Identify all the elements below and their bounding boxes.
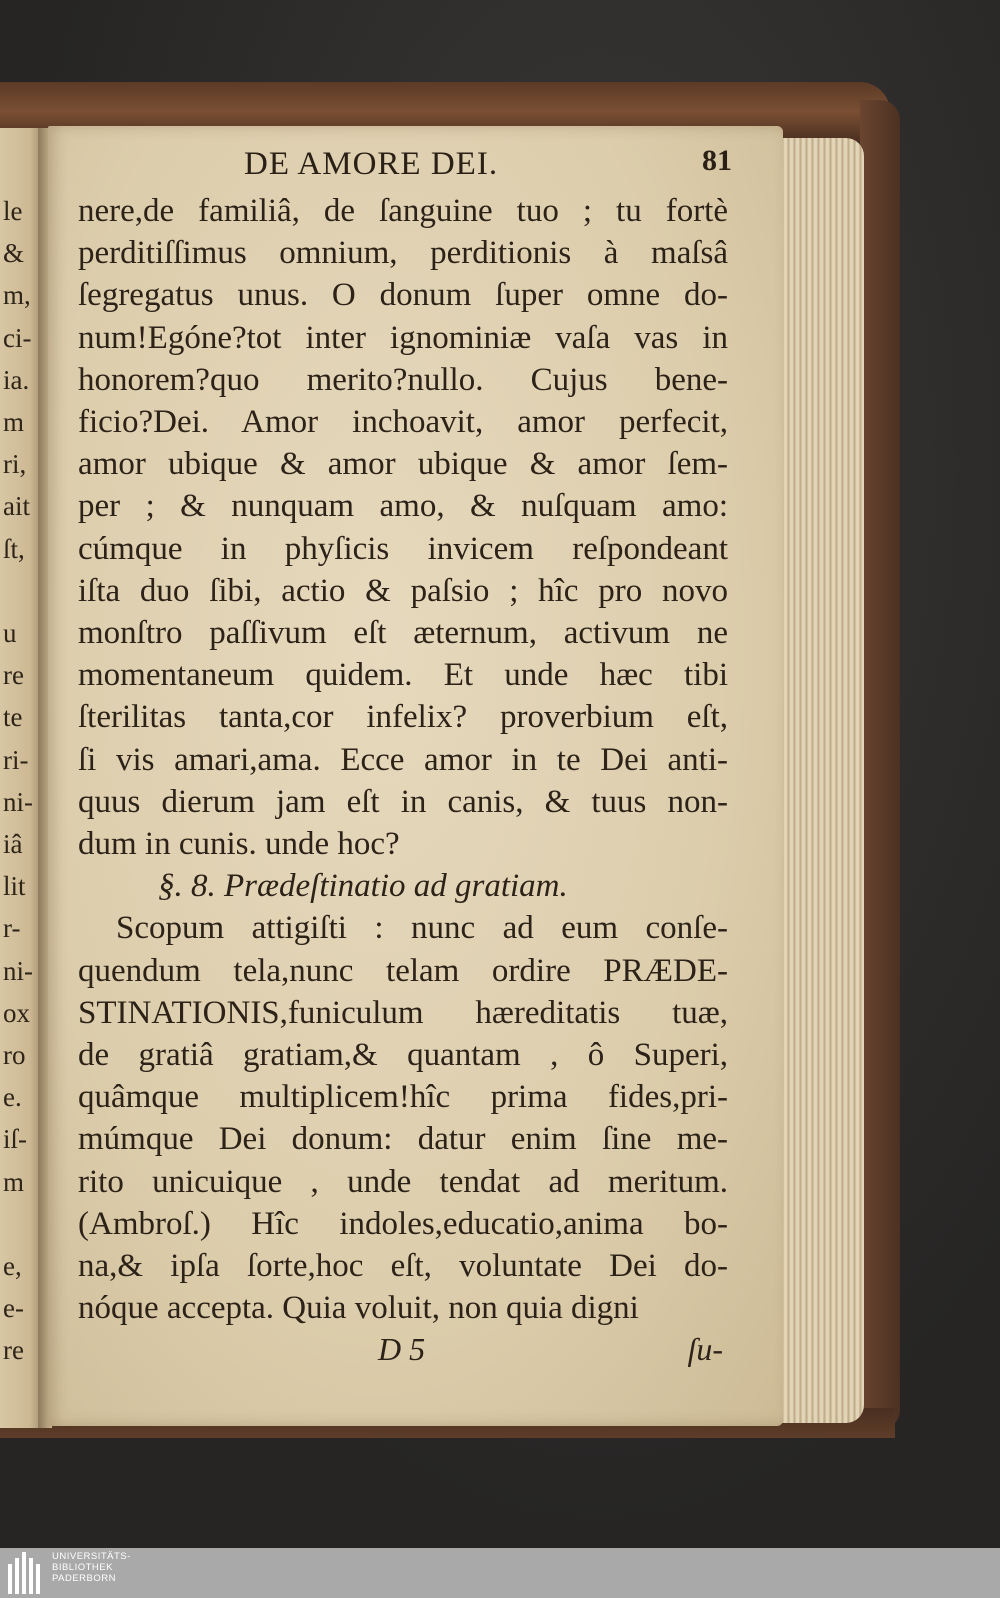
text-line: monſtro paſſivum eſt æternum, activum ne <box>78 615 728 652</box>
left-page-line: re <box>3 660 24 691</box>
left-page-line: iſ- <box>3 1124 27 1155</box>
book-cover-right-edge <box>860 100 900 1430</box>
text-line: STINATIONIS,funiculum hæreditatis tuæ, <box>78 994 728 1031</box>
left-page <box>0 128 42 1428</box>
library-name-line: BIBLIOTHEK <box>52 1562 113 1573</box>
running-head: DE AMORE DEI. <box>244 146 499 182</box>
text-line: iſta duo ſibi, actio & paſsio ; hîc pro novo <box>78 572 728 609</box>
left-page-line: u <box>3 618 17 649</box>
text-line: ſi vis amari,ama. Ecce amor in te Dei anti- <box>78 741 728 778</box>
left-page-line: m, <box>3 280 31 311</box>
left-page-line: m <box>3 407 25 438</box>
left-page-line: le <box>3 196 23 226</box>
library-name-line: PADERBORN <box>52 1573 116 1584</box>
library-logo-icon <box>8 1552 48 1594</box>
text-line: momentaneum quidem. Et unde hæc tibi <box>78 657 728 694</box>
left-page-line: iâ <box>3 829 23 860</box>
text-line: dum in cunis. unde hoc? <box>78 826 400 863</box>
text-line: (Ambroſ.) Hîc indoles,educatio,anima bo- <box>78 1205 728 1242</box>
page-number: 81 <box>702 144 732 177</box>
text-line: Scopum attigiſti : nunc ad eum conſe- <box>116 910 728 947</box>
text-line: na,& ipſa ſorte,hoc eſt, voluntate Dei do- <box>78 1248 728 1285</box>
section-heading: §. 8. Prædeſtinatio ad gratiam. <box>158 868 568 905</box>
left-page-line: te <box>3 702 23 733</box>
left-page-line: ſt, <box>3 533 25 564</box>
left-page-line: ri, <box>3 449 27 480</box>
left-page-line: r- <box>3 913 21 944</box>
text-line: rito unicuique , unde tendat ad meritum. <box>78 1163 728 1200</box>
left-page-line: e. <box>3 1082 22 1113</box>
right-page <box>48 126 783 1426</box>
text-line: amor ubique & amor ubique & amor ſem- <box>78 446 728 483</box>
text-line: ficio?Dei. Amor inchoavit, amor perfecit, <box>78 404 728 441</box>
catchword: ſu- <box>687 1331 723 1367</box>
text-line: perditiſſimus omnium, perditionis à maſsâ <box>78 235 728 272</box>
left-page-line: ni- <box>3 955 33 986</box>
left-page-line: ni- <box>3 786 33 817</box>
text-line: honorem?quo merito?nullo. Cujus bene- <box>78 361 728 398</box>
body-text <box>78 190 728 1329</box>
text-line: quus dierum jam eſt in canis, & tuus non- <box>78 783 728 820</box>
signature-mark: D 5 <box>378 1331 426 1367</box>
text-line: cúmque in phyſicis invicem reſpondeant <box>78 530 728 567</box>
text-line: nóque accepta. Quia voluit, non quia digni <box>78 1290 639 1327</box>
left-page-line: ox <box>3 997 30 1028</box>
left-page-line <box>0 1203 33 1245</box>
left-page-line: e, <box>3 1251 22 1282</box>
text-line: quendum tela,nunc telam ordire PRÆDE- <box>78 952 728 989</box>
text-line: de gratiâ gratiam,& quantam , ô Superi, <box>78 1037 728 1074</box>
left-page-line: ci- <box>3 322 32 353</box>
left-page-line: ri- <box>3 744 29 775</box>
left-page-line: re <box>3 1335 24 1366</box>
left-page-line: ait <box>3 491 30 522</box>
text-line: num!Egóne?tot inter ignominiæ vaſa vas in <box>78 319 728 356</box>
left-page-line: lit <box>3 871 26 902</box>
left-page-line: ro <box>3 1040 26 1071</box>
text-line: per ; & nunquam amo, & nuſquam amo: <box>78 488 728 525</box>
library-name <box>52 1551 131 1584</box>
text-line: múmque Dei donum: datur enim ſine me- <box>78 1121 728 1158</box>
page-edges <box>772 138 864 1423</box>
left-page-line: & <box>3 238 25 269</box>
text-line: ſterilitas tanta,cor infelix? proverbium eſt, <box>78 699 728 736</box>
text-line: ſegregatus unus. O donum ſuper omne do- <box>78 277 728 314</box>
text-line: quâmque multiplicem!hîc prima fides,pri- <box>78 1079 728 1116</box>
left-page-line: ia. <box>3 364 30 395</box>
library-footer <box>0 1548 1000 1598</box>
library-name-line: UNIVERSITÄTS- <box>52 1551 131 1562</box>
left-page-line: e- <box>3 1293 24 1324</box>
left-page-line <box>0 570 33 612</box>
left-page-text <box>0 190 33 1372</box>
catch-line <box>78 1331 728 1373</box>
left-page-line: m <box>3 1166 25 1197</box>
text-line: nere,de familiâ, de ſanguine tuo ; tu fortè <box>78 193 728 229</box>
